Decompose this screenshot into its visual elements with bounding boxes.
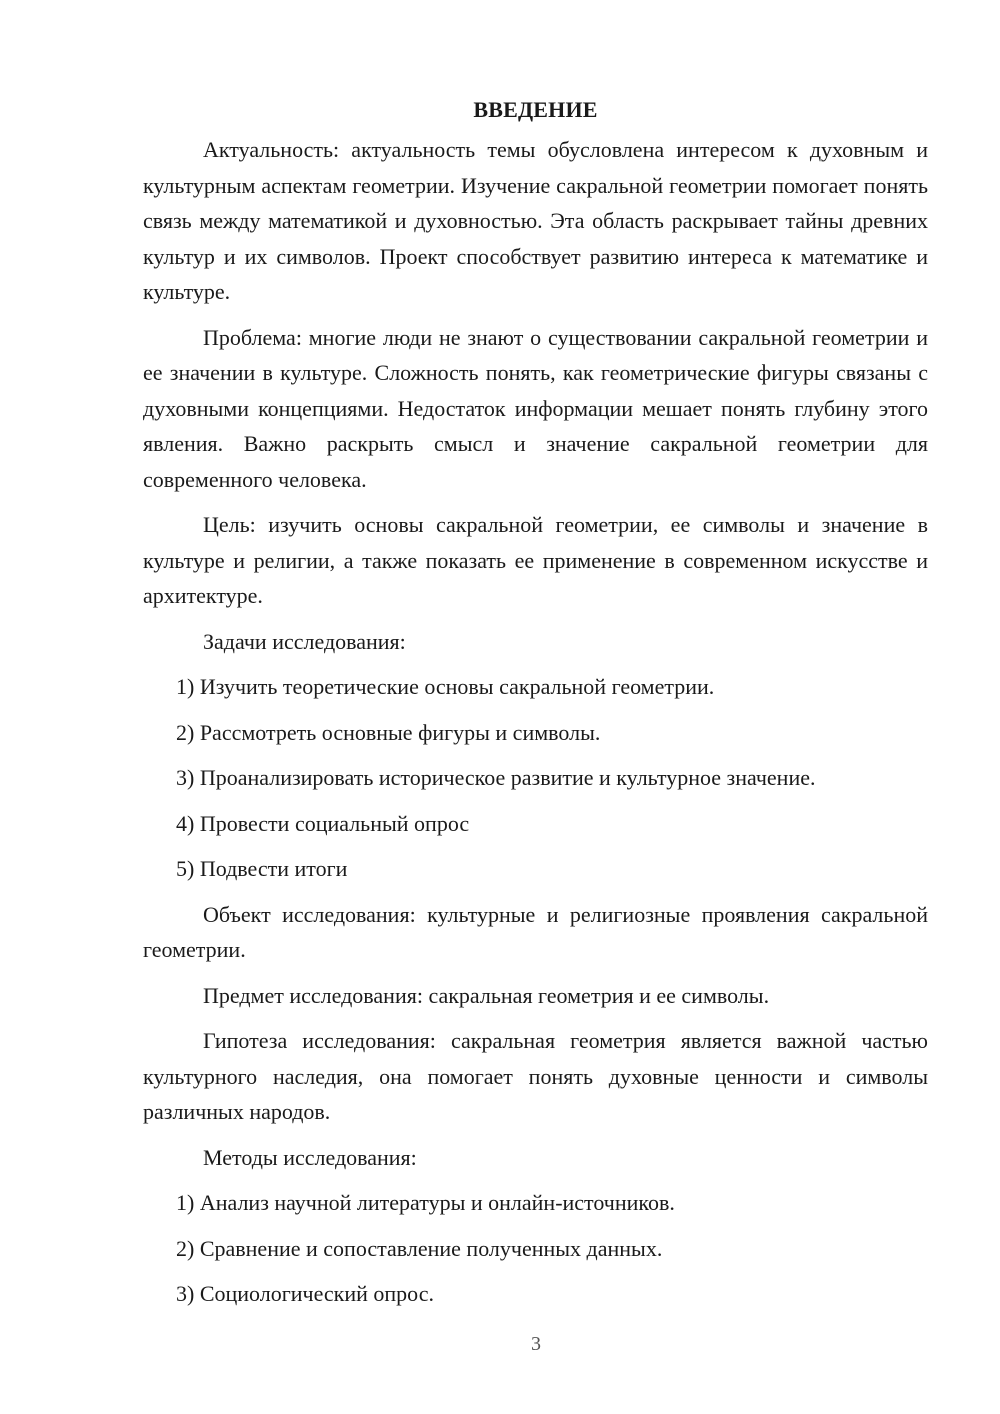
task-item: 1) Изучить теоретические основы сакральной геометрии. (176, 674, 715, 699)
subject-paragraph: Предмет исследования: сакральная геометрия и ее символы. (203, 982, 770, 1008)
goal-paragraph: Цель: изучить основы сакральной геометрии, ее символы и значение в культуре и религии, а также показать ее применение в современном искусстве и архитектуре. (143, 512, 928, 608)
relevance-paragraph: Актуальность: актуальность темы обусловлена интересом к духовным и культурным аспектам геометрии. Изучение сакральной геометрии помогает понять связь между математикой и духовностью. Эта область раскрывает тайны древних культур и их символов. Проект способствует развитию интереса к математике и культуре. (143, 137, 928, 304)
page-number: 3 (531, 1333, 541, 1355)
page-title: ВВЕДЕНИЕ (473, 97, 598, 122)
method-item: 1) Анализ научной литературы и онлайн-источников. (176, 1190, 675, 1215)
task-item: 2) Рассмотреть основные фигуры и символы. (176, 719, 601, 745)
tasks-list (143, 669, 928, 887)
methods-list (143, 1185, 928, 1312)
task-item: 3) Проанализировать историческое развитие и культурное значение. (176, 765, 816, 790)
document-page (143, 95, 928, 1322)
methods-heading: Методы исследования: (203, 1144, 417, 1170)
hypothesis-paragraph: Гипотеза исследования: сакральная геометрия является важной частью культурного наследия, она помогает понять духовные ценности и символы различных народов. (143, 1028, 928, 1124)
tasks-heading: Задачи исследования: (203, 628, 406, 654)
problem-paragraph: Проблема: многие люди не знают о существовании сакральной геометрии и ее значении в культуре. Сложность понять, как геометрические фигуры связаны с духовными концепциями. Недостаток информации мешает понять глубину этого явления. Важно раскрыть смысл и значение сакральной геометрии для современного человека. (143, 324, 928, 492)
method-item: 3) Социологический опрос. (176, 1281, 434, 1306)
object-paragraph: Объект исследования: культурные и религиозные проявления сакральной геометрии. (143, 901, 928, 962)
task-item: 4) Провести социальный опрос (176, 810, 470, 836)
task-item: 5) Подвести итоги (176, 856, 348, 881)
method-item: 2) Сравнение и сопоставление полученных данных. (176, 1235, 663, 1261)
